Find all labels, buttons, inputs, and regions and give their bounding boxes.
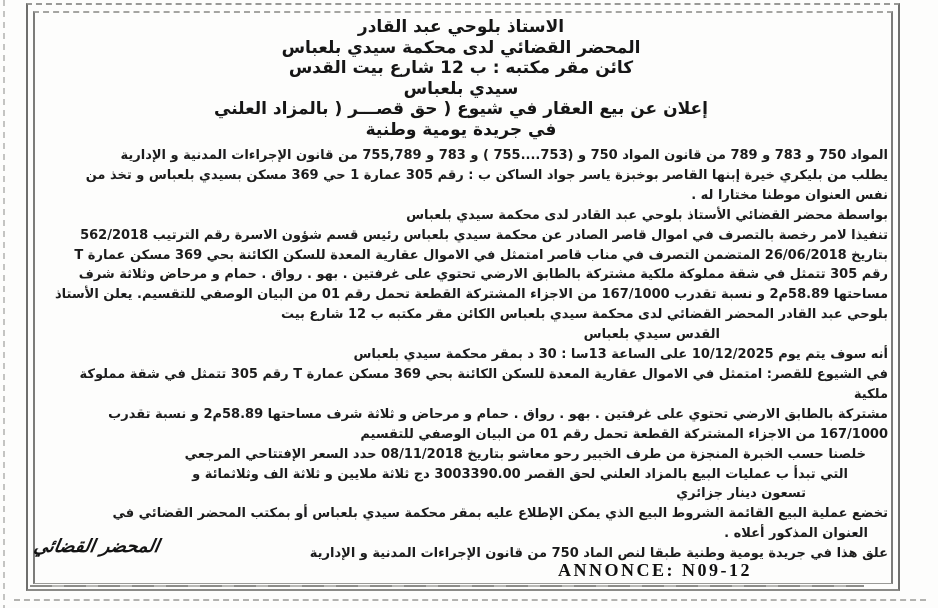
announcement-header [30, 17, 892, 141]
announcement-body-line: تسعون دينار جزائري [676, 486, 806, 502]
bailiff-signature: المحضر القضائي [32, 536, 161, 557]
announcement-body-line: بتاريخ 26/06/2018 المتضمن التصرف في مناب قاصر امتمثل في الاموال عقارية المعدة للسكن الكائنة بحي 369 مسكن عمارة T [74, 247, 888, 263]
announcement-header-line: في جريدة يومية وطنية [365, 119, 557, 140]
announcement-body-line: تنفيذا لامر رخصة بالتصرف في اموال قاصر الصادر عن محكمة سيدي بلعباس رئيس قسم شؤون الاسرة رقم الترتيب 562/2018 [80, 227, 888, 243]
announcement-header-line: كائن مقر مكتبه : ب 12 شارع بيت القدس [288, 58, 634, 79]
announcement-header-line: الاستاذ بلوحي عبد القادر [357, 17, 565, 37]
announcement-body-line: التي تبدأ ب عمليات البيع بالمزاد العلني لحق القصر 3003390.00 دج ثلاثة ملايين و ثلاثة الف وثلاثمائة و [192, 466, 848, 482]
announcement-header-line: إعلان عن بيع العقار في شيوع ⁦)⁩ حق قصـــر ⁦)⁩ بالمزاد العلني [214, 99, 708, 120]
announcement-body-line: القدس سيدي بلعباس [583, 327, 720, 343]
announcement-body-line: رقم 305 تتمثل في شقة مملوكة ملكية مشتركة بالطابق الارضي تحتوي على غرفتين . بهو . رواق . حمام و مرحاض وثلاثة شرف [78, 267, 888, 283]
announcement-body-line: علق هذا في جريدة يومية وطنية طبقا لنص الماد 750 من قانون الإجراءات المدنية و الإدارية [309, 546, 888, 562]
announcement-body-line: بواسطة محضر القضائي الأستاذ بلوحي عبد القادر لدى محكمة سيدي بلعباس [406, 207, 888, 223]
announcement-body-line: تخضع عملية البيع القائمة الشروط البيع الذي يمكن الإطلاع عليه بمقر محكمة سيدي بلعباس أو بمكتب المحضر القضائي في [112, 506, 888, 522]
announcement-body-line: العنوان المذكور أعلاه . [724, 526, 868, 542]
announcement-body-line: بلوحي عبد القادر المحضر القضائي لدى محكمة سيدي بلعباس الكائن مقر مكتبه ب 12 شارع بيت [280, 307, 888, 323]
scan-edge-artifact [3, 0, 5, 608]
scan-bottom-rule [14, 599, 926, 604]
announcement-body-line: مساحتها 58.89م2 و نسبة تقدرب 167/1000 من الاجزاء المشتركة القطعة تحمل رقم 01 من البيان الوصفي للتقسيم. يعلن الأستاذ [55, 287, 888, 303]
announcement-body-line: خلصنا حسب الخبرة المنجزة من طرف الخبير رحو معاشو بتاريخ 08/11/2018 حدد السعر الإفتتاحي المرجعي [184, 446, 866, 462]
announcement-body-line: 167/1000 من الاجزاء المشتركة القطعة تحمل رقم 01 من البيان الوصفي للتقسيم [360, 426, 888, 442]
announcement-header-line: سيدي بلعباس [403, 78, 519, 99]
announcement-body-line: مشتركة بالطابق الارضي تحتوي على غرفتين . بهو . رواق . حمام و مرحاض و ثلاثة شرف مساحتها 58.89م2 و نسبة تقدرب [108, 406, 888, 422]
bottom-frame-rule [30, 585, 864, 587]
annonce-reference: ANNONCE: N09-12 [558, 560, 752, 580]
announcement-body [42, 146, 888, 564]
announcement-body-line: في الشيوع للقصر: امتمثل في الاموال عقارية المعدة للسكن الكائنة بحي 369 مسكن عمارة T رقم 305 تتمثل في شقة مملوكة ملكية [79, 366, 888, 402]
announcement-body-line: يطلب من بليكري خيرة إبنها القاصر بوخبزة ياسر جواد الساكن ب : رقم 305 عمارة 1 حي 369 مسكن بسيدي بلعباس و تخذ من [85, 167, 888, 183]
announcement-body-line: نفس العنوان موطنا مختارا له . [691, 187, 888, 203]
announcement-header-line: المحضر القضائي لدى محكمة سيدي بلعباس [281, 37, 641, 58]
announcement-body-line: المواد 750 و 783 و 789 من قانون المواد 750 و (753....755 ) و 783 و 755,789 من قانون الإجراءات المدنية و الإدارية [120, 148, 888, 163]
announcement-body-line: أنه سوف يتم يوم 10/12/2025 على الساعة 13سا : 30 د بمقر محكمة سيدي بلعباس [353, 347, 888, 363]
